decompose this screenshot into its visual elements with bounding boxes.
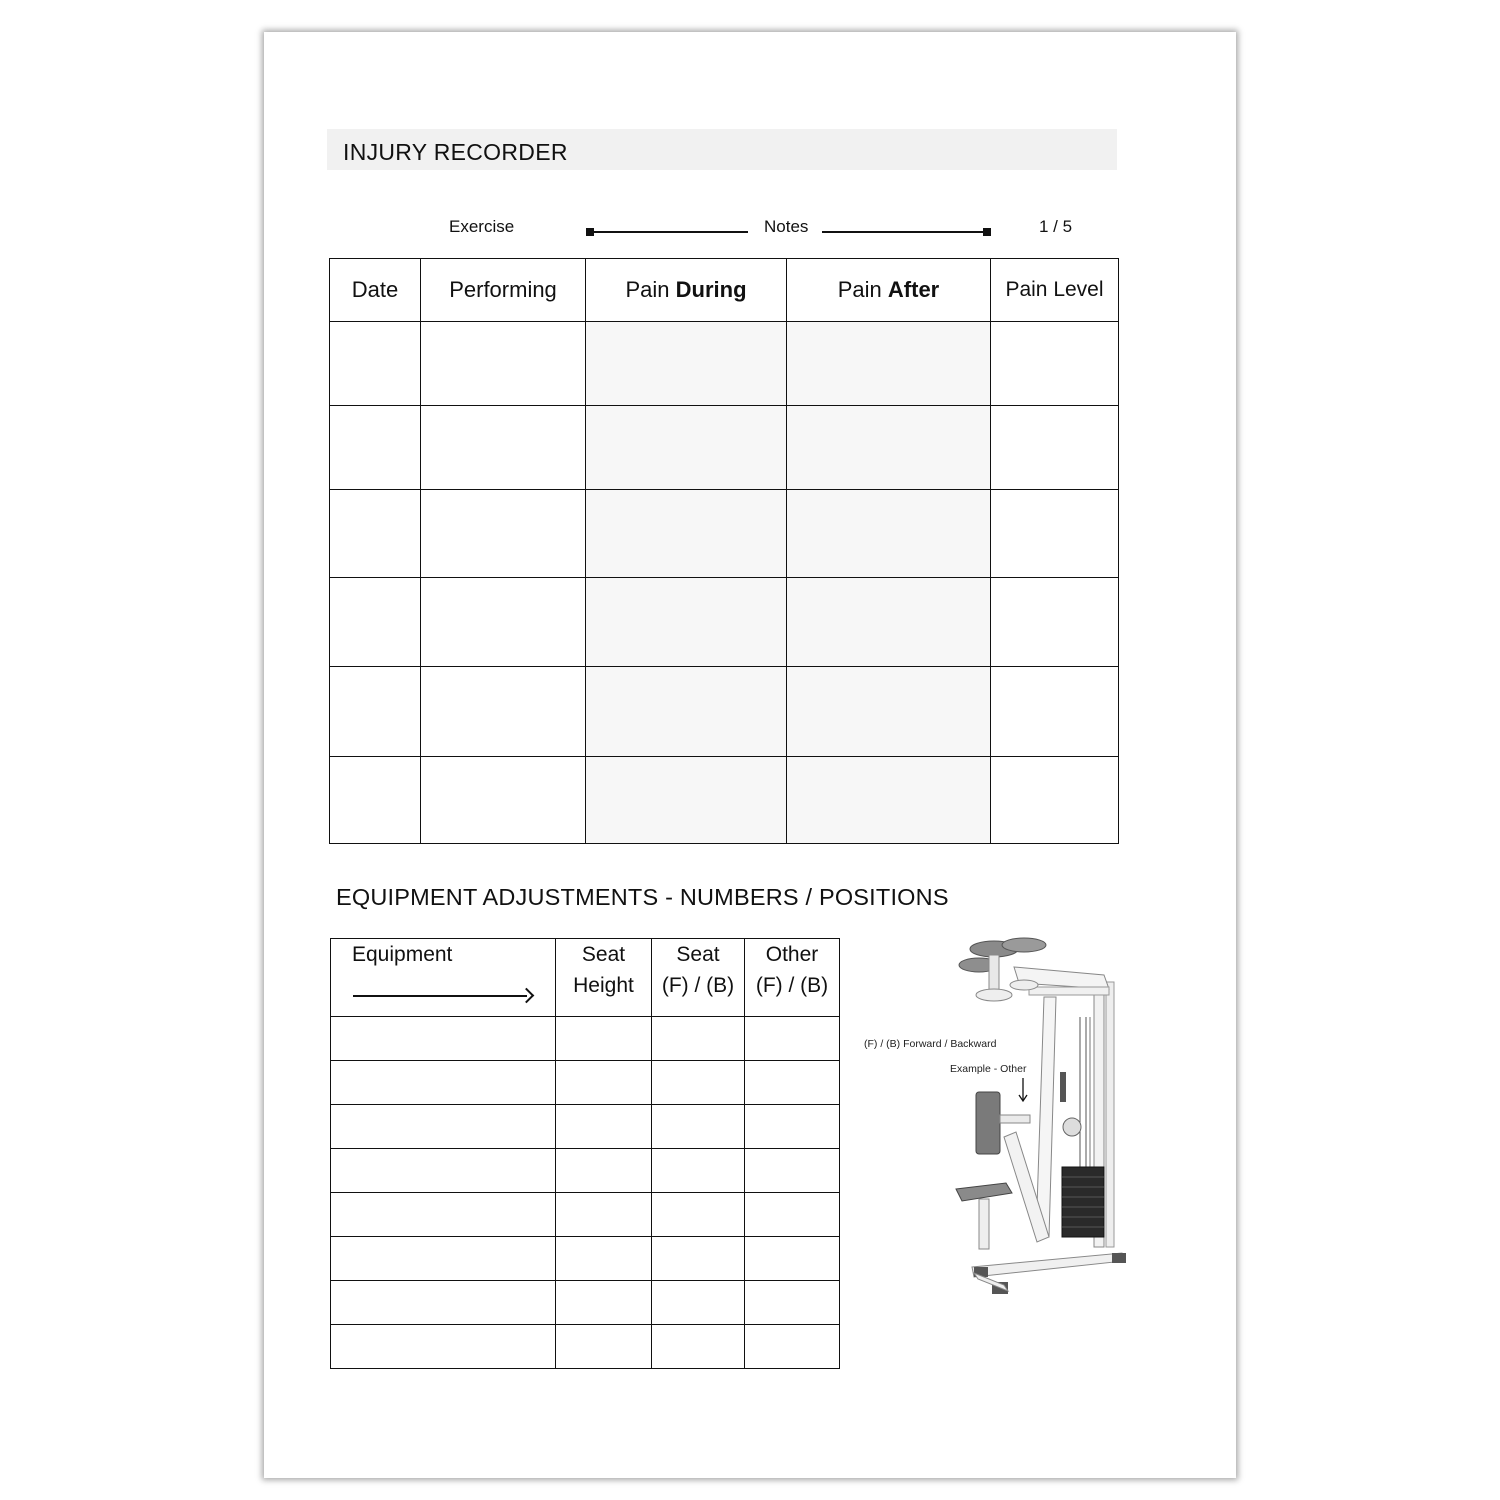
other-fb-cell[interactable] [745, 1325, 840, 1369]
pain-after-cell[interactable] [787, 578, 991, 667]
title-bar [327, 129, 1117, 170]
pain-after-cell[interactable] [787, 322, 991, 406]
arrow-right-icon [353, 995, 527, 997]
equipment-cell[interactable] [331, 1105, 556, 1149]
performing-cell[interactable] [421, 322, 586, 406]
pain-during-cell[interactable] [586, 322, 787, 406]
header-pain-during: Pain During [586, 259, 787, 322]
seat-height-cell[interactable] [556, 1061, 652, 1105]
header-performing: Performing [421, 259, 586, 322]
other-fb-cell[interactable] [745, 1061, 840, 1105]
worksheet-page [264, 32, 1236, 1478]
table-row [330, 578, 1119, 667]
table-row [330, 406, 1119, 490]
equipment-cell[interactable] [331, 1193, 556, 1237]
legend-right-line [822, 231, 988, 233]
legend-right-endpoint [983, 228, 991, 236]
header-equipment [331, 939, 556, 1017]
seat-fb-cell[interactable] [652, 1105, 745, 1149]
seat-fb-cell[interactable] [652, 1237, 745, 1281]
pain-during-cell[interactable] [586, 757, 787, 844]
table-row [331, 1193, 840, 1237]
seat-height-cell[interactable] [556, 1193, 652, 1237]
seat-fb-cell[interactable] [652, 1281, 745, 1325]
seat-height-cell[interactable] [556, 1017, 652, 1061]
legend-notes: Notes [764, 217, 809, 236]
pain-level-cell[interactable] [991, 578, 1119, 667]
equipment-cell[interactable] [331, 1325, 556, 1369]
header-equipment-label: Equipment [352, 943, 453, 966]
seat-height-cell[interactable] [556, 1105, 652, 1149]
pain-level-cell[interactable] [991, 757, 1119, 844]
pain-after-cell[interactable] [787, 490, 991, 578]
seat-height-cell[interactable] [556, 1281, 652, 1325]
table-row [331, 1325, 840, 1369]
date-cell[interactable] [330, 578, 421, 667]
page-indicator: 1 / 5 [1039, 217, 1073, 236]
pain-during-cell[interactable] [586, 406, 787, 490]
other-fb-cell[interactable] [745, 1149, 840, 1193]
seat-fb-cell[interactable] [652, 1149, 745, 1193]
header-pain-after: Pain After [787, 259, 991, 322]
date-cell[interactable] [330, 322, 421, 406]
pain-during-cell[interactable] [586, 578, 787, 667]
equipment-cell[interactable] [331, 1061, 556, 1105]
equipment-cell[interactable] [331, 1149, 556, 1193]
header-seat-height: Seat Height [556, 939, 652, 1017]
seat-fb-cell[interactable] [652, 1061, 745, 1105]
injury-header-row [330, 259, 1119, 322]
pain-level-cell[interactable] [991, 406, 1119, 490]
performing-cell[interactable] [421, 490, 586, 578]
pain-level-cell[interactable] [991, 667, 1119, 757]
header-pain-level: Pain Level [991, 259, 1119, 322]
performing-cell[interactable] [421, 578, 586, 667]
equipment-cell[interactable] [331, 1017, 556, 1061]
table-row [331, 1061, 840, 1105]
date-cell[interactable] [330, 667, 421, 757]
legend-left-line [590, 231, 748, 233]
header-seat-fb: Seat (F) / (B) [652, 939, 745, 1017]
example-note: Example - Other [950, 1063, 1027, 1075]
table-row [330, 322, 1119, 406]
equipment-cell[interactable] [331, 1237, 556, 1281]
pain-after-cell[interactable] [787, 667, 991, 757]
equipment-header-row [331, 939, 840, 1017]
pain-level-cell[interactable] [991, 322, 1119, 406]
pain-during-cell[interactable] [586, 490, 787, 578]
seat-height-cell[interactable] [556, 1325, 652, 1369]
page-title: INJURY RECORDER [343, 139, 568, 165]
table-row [331, 1281, 840, 1325]
other-fb-cell[interactable] [745, 1017, 840, 1061]
performing-cell[interactable] [421, 667, 586, 757]
header-other-fb: Other (F) / (B) [745, 939, 840, 1017]
table-row [331, 1237, 840, 1281]
gym-machine-illustration [944, 937, 1134, 1307]
arrow-right-icon-head [519, 988, 535, 1004]
seat-fb-cell[interactable] [652, 1017, 745, 1061]
pain-level-cell[interactable] [991, 490, 1119, 578]
table-row [330, 757, 1119, 844]
key-note: (F) / (B) Forward / Backward [864, 1038, 997, 1050]
performing-cell[interactable] [421, 757, 586, 844]
equipment-section-title: EQUIPMENT ADJUSTMENTS - NUMBERS / POSITIONS [336, 884, 949, 910]
table-row [330, 667, 1119, 757]
other-fb-cell[interactable] [745, 1105, 840, 1149]
table-row [331, 1105, 840, 1149]
header-date: Date [330, 259, 421, 322]
other-fb-cell[interactable] [745, 1237, 840, 1281]
date-cell[interactable] [330, 490, 421, 578]
seat-height-cell[interactable] [556, 1149, 652, 1193]
table-row [331, 1149, 840, 1193]
pain-after-cell[interactable] [787, 406, 991, 490]
legend-exercise: Exercise [449, 217, 515, 236]
other-fb-cell[interactable] [745, 1193, 840, 1237]
date-cell[interactable] [330, 406, 421, 490]
other-fb-cell[interactable] [745, 1281, 840, 1325]
date-cell[interactable] [330, 757, 421, 844]
table-row [330, 490, 1119, 578]
injury-table [329, 258, 1119, 844]
seat-fb-cell[interactable] [652, 1325, 745, 1369]
equipment-table [330, 938, 840, 1369]
pain-after-cell[interactable] [787, 757, 991, 844]
seat-fb-cell[interactable] [652, 1193, 745, 1237]
pain-during-cell[interactable] [586, 667, 787, 757]
equipment-cell[interactable] [331, 1281, 556, 1325]
seat-height-cell[interactable] [556, 1237, 652, 1281]
table-row [331, 1017, 840, 1061]
performing-cell[interactable] [421, 406, 586, 490]
